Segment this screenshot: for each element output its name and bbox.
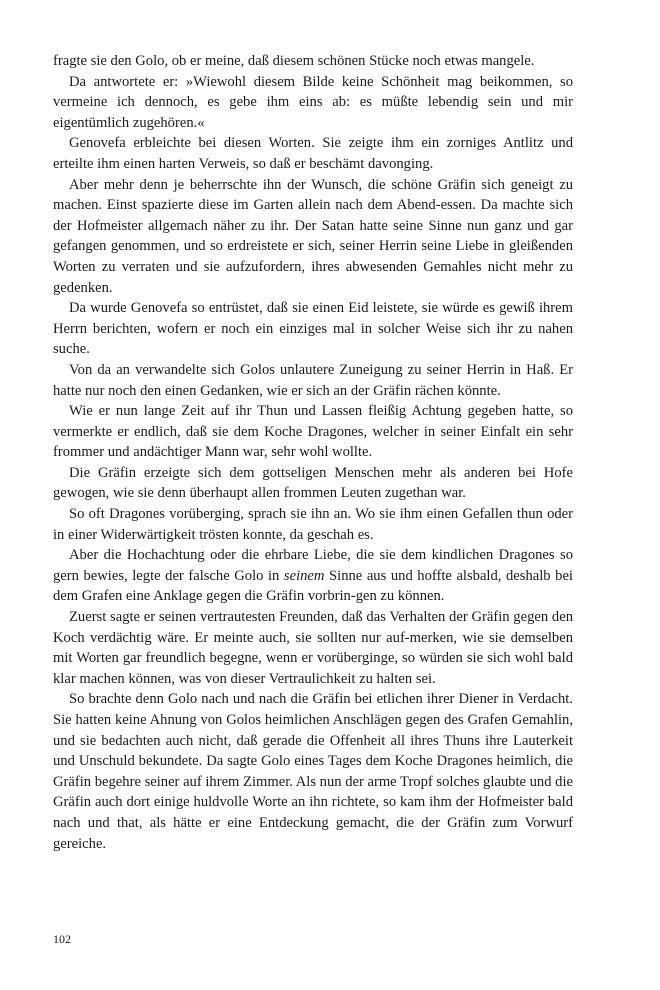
paragraph-text: Da antwortete er: »Wiewohl diesem Bilde keine Schönheit mag beikommen, so vermeine ich dennoch, es gebe ihm eins ab: es müßte lebendig sein und mir eigentümlich zugehören.« (53, 73, 573, 131)
paragraph-text: Von da an verwandelte sich Golos unlautere Zuneigung zu seiner Herrin in Haß. Er hatte nur noch den einen Gedanken, wie er sich an der Gräfin rächen könnte. (53, 361, 573, 399)
paragraph-text: fragte sie den Golo, ob er meine, daß diesem schönen Stücke noch etwas mangele. (53, 53, 535, 69)
paragraph (53, 545, 573, 607)
paragraph-text: Die Gräfin erzeigte sich dem gottseligen Menschen mehr als anderen bei Hofe gewogen, wie sie denn überhaupt allen frommen Leuten zugethan war. (53, 464, 573, 502)
body-text (53, 51, 573, 854)
paragraph (53, 298, 573, 360)
page-number: 102 (53, 932, 71, 946)
paragraph-text: So oft Dragones vorüberging, sprach sie ihn an. Wo sie ihm einen Gefallen thun oder in einer Widerwärtigkeit trösten konnte, da geschah es. (53, 506, 573, 543)
paragraph-text: Zuerst sagte er seinen vertrautesten Freunden, daß das Verhalten der Gräfin gegen den Koch verdächtig wäre. Er meinte auch, sie sollten nur auf-merken, wie sie demselben mit Worten gar freundlich begegne, wenn er vorüberginge, so würden sie sich wohl bald klar machen können, was von dieser Vertraulichkeit zu halten sei. (53, 609, 573, 687)
paragraph (53, 689, 573, 854)
paragraph (53, 360, 573, 401)
paragraph-text: So brachte denn Golo nach und nach die Gräfin bei etlichen ihrer Diener in Verdacht. Sie hatten keine Ahnung von Golos heimlichen Anschlägen gegen des Grafen Gemahlin, und sie bedachten auch nicht, daß gerade die Offenheit all ihres Thuns ihre Lauterkeit und Unschuld bekundete. Da sagte Golo eines Tages dem Koche Dragones heimlich, die Gräfin begehre seiner auf ihrem Zimmer. Als nun der arme Tropf solches glaubte und die Gräfin auch dort einige huldvolle Worte an ihn richtete, so kam ihm der Hofmeister bald nach und that, als hätte er eine Entdeckung gemacht, die der Gräfin zum Vorwurf gereiche. (53, 691, 573, 852)
paragraph-text: Aber mehr denn je beherrschte ihn der Wunsch, die schöne Gräfin sich geneigt zu machen. Einst spazierte diese im Garten allein nach dem Abend-essen. Da machte sich der Hofmeister allgemach näher zu ihr. Der Satan hatte seine Sinne nun ganz und gar gefangen genommen, und so erdreistete er sich, seiner Herrin seine Liebe in gleißenden Worten zu verraten und sie aufzufordern, ihres abwesenden Gemahles nicht mehr zu gedenken. (53, 176, 573, 296)
paragraph (53, 607, 573, 689)
paragraph (53, 401, 573, 463)
paragraph-text: Wie er nun lange Zeit auf ihr Thun und Lassen fleißig Achtung gegeben hatte, so vermerkte er endlich, daß sie dem Koche Dragones, welcher in seiner Einfalt ein sehr frommer und andächtiger Mann war, sehr wohl wollte. (53, 403, 573, 461)
paragraph (53, 504, 573, 545)
paragraph (53, 133, 573, 174)
paragraph (53, 175, 573, 299)
paragraph-text: Aber die Hochachtung oder die ehrbare Liebe, die sie dem kindlichen Dragones so gern bewies, legte der falsche Golo in (53, 547, 573, 584)
paragraph (53, 72, 573, 134)
paragraph (53, 463, 573, 504)
paragraph-text: Genovefa erbleichte bei diesen Worten. Sie zeigte ihm ein zorniges Antlitz und erteilte ihm einen harten Verweis, so daß er beschämt davonging. (53, 135, 573, 172)
paragraph-text: Da wurde Genovefa so entrüstet, daß sie einen Eid leistete, sie würde es gewiß ihrem Herrn berichten, wofern er noch ein einziges mal in solcher Weise sich ihr zu nahen suche. (53, 300, 573, 358)
paragraph (53, 51, 573, 72)
emphasized-word: seinem (283, 567, 325, 584)
paragraph-text: Sinne aus und hoffte alsbald, deshalb bei dem Grafen eine Anklage gegen die Gräfin vorbrin-gen zu können. (53, 567, 573, 605)
